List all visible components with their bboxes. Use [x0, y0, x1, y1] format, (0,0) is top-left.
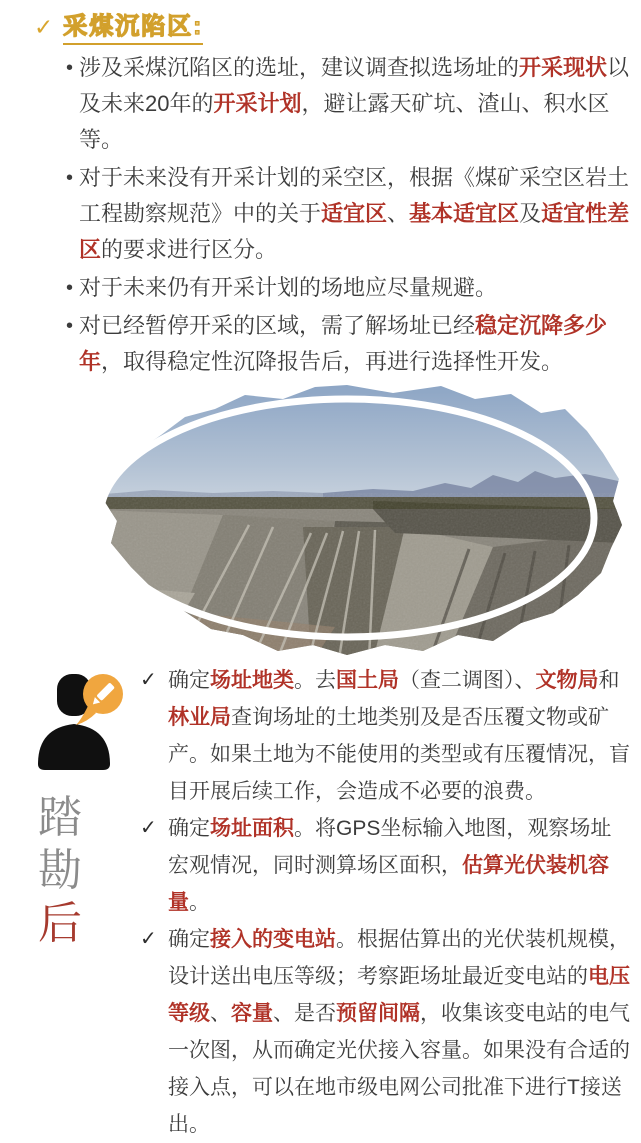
check-item-text: 确定接入的变电站。根据估算出的光伏装机规模，设计送出电压等级；考察距场址最近变电站的电压等级、容量、是否预留间隔，收集该变电站的电气一次图，从而确定光伏接入容量。如果没有合适的接入点，可以在地市级电网公司批准下进行T接送出。: [168, 928, 630, 1136]
list-item: [140, 810, 632, 921]
bullet-text: 对于未来没有开采计划的采空区，根据《煤矿采空区岩土工程勘察规范》中的关于适宜区、基本适宜区及适宜性差区的要求进行区分。: [79, 165, 630, 262]
bullet-icon: •: [66, 315, 74, 337]
section-title: 采煤沉陷区:: [63, 12, 203, 45]
check-icon: ✓: [140, 928, 157, 950]
list-item: [66, 50, 630, 158]
survey-stage-label: 踏 勘 后: [38, 793, 82, 948]
bullet-text: 对于未来仍有开采计划的场地应尽量规避。: [79, 275, 498, 300]
gold-check-icon: ✓: [34, 14, 54, 40]
bullet-text: 涉及采煤沉陷区的选址，建议调查拟选场址的开采现状以及未来20年的开采计划，避让露天矿坑、渣山、积水区等。: [79, 55, 630, 152]
bullet-text: 对已经暂停开采的区域，需了解场址已经稳定沉降多少年，取得稳定性沉降报告后，再进行选择性开发。: [79, 313, 608, 374]
surveyor-figure: [26, 668, 126, 776]
section-header: [34, 12, 203, 45]
check-icon: ✓: [140, 669, 157, 691]
survey-check-list: [140, 662, 632, 1143]
list-item: [66, 270, 630, 306]
list-item: [140, 921, 632, 1143]
bullet-icon: •: [66, 277, 74, 299]
subsidence-bullet-list: [66, 50, 630, 382]
list-item: [140, 662, 632, 810]
list-item: [66, 308, 630, 380]
bullet-icon: •: [66, 57, 74, 79]
mine-pit-photo: [73, 381, 623, 661]
bullet-icon: •: [66, 167, 74, 189]
check-item-text: 确定场址地类。去国土局（查二调图）、文物局和林业局查询场址的土地类别及是否压覆文物或矿产。如果土地为不能使用的类型或有压覆情况，盲目开展后续工作，会造成不必要的浪费。: [168, 669, 630, 803]
check-item-text: 确定场址面积。将GPS坐标输入地图，观察场址宏观情况，同时测算场区面积，估算光伏装机容量。: [168, 817, 612, 914]
list-item: [66, 160, 630, 268]
check-icon: ✓: [140, 817, 157, 839]
